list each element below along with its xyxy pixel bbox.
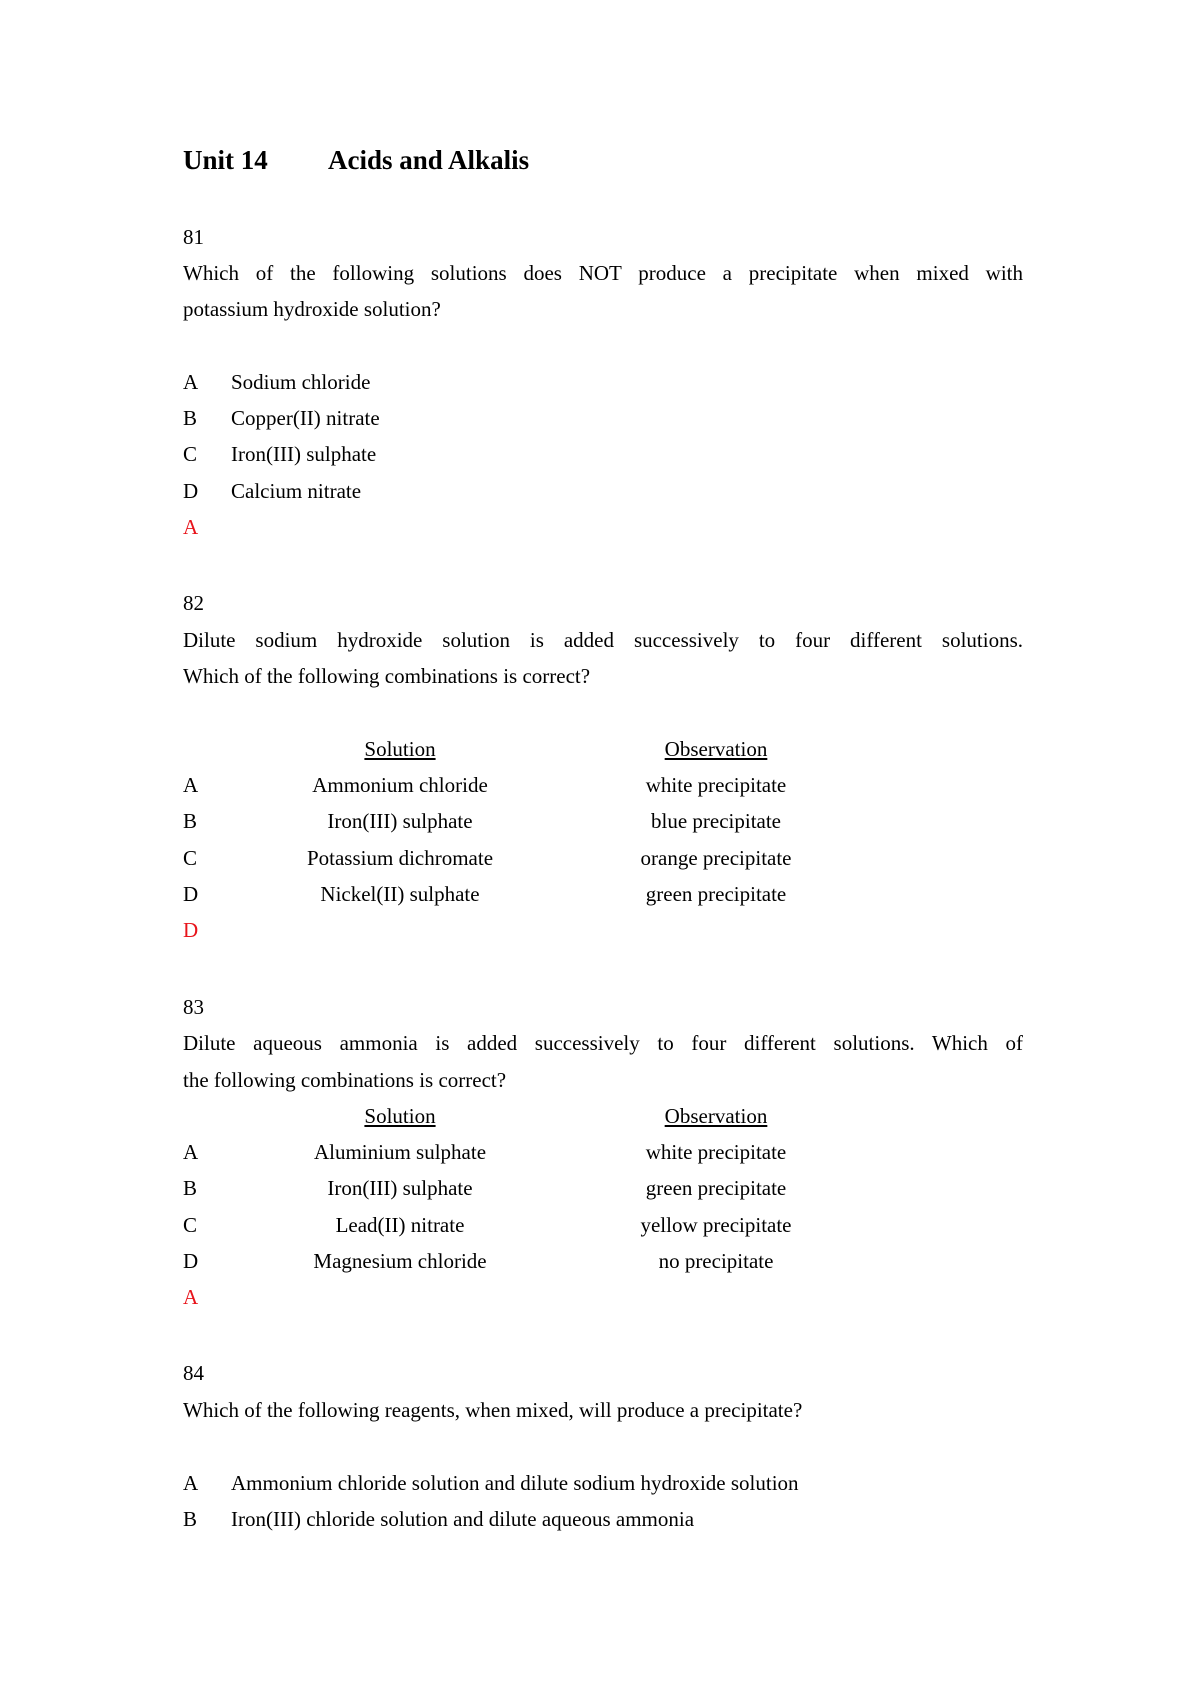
row-letter: C [183, 846, 198, 870]
table-row [183, 1174, 823, 1202]
column-header-solution: Solution [364, 737, 436, 761]
table-row [183, 771, 823, 799]
option-letter: A [183, 370, 199, 394]
q82-table-header [183, 735, 823, 763]
page-title [183, 145, 529, 176]
row-observation: green precipitate [645, 1176, 787, 1200]
option-text: Ammonium chloride solution and dilute sodium hydroxide solution [231, 1471, 799, 1495]
q82-answer: D [183, 918, 199, 942]
q82-number: 82 [183, 591, 204, 615]
q81-option-a [183, 368, 370, 396]
table-row [183, 1138, 823, 1166]
q81-number: 81 [183, 225, 204, 249]
row-observation: blue precipitate [650, 809, 782, 833]
table-row [183, 807, 823, 835]
table-row [183, 880, 823, 908]
row-solution: Potassium dichromate [306, 846, 494, 870]
q83-answer: A [183, 1285, 199, 1309]
option-text: Iron(III) chloride solution and dilute aqueous ammonia [231, 1507, 695, 1531]
column-header-observation: Observation [664, 737, 768, 761]
row-observation: no precipitate [658, 1249, 774, 1273]
row-solution: Aluminium sulphate [313, 1140, 487, 1164]
q81-option-b [183, 404, 380, 432]
row-letter: C [183, 1213, 198, 1237]
q83-number: 83 [183, 995, 204, 1019]
row-observation: orange precipitate [640, 846, 792, 870]
row-letter: B [183, 1176, 198, 1200]
q84-number: 84 [183, 1361, 204, 1385]
row-letter: D [183, 882, 199, 906]
row-solution: Iron(III) sulphate [327, 1176, 473, 1200]
q81-stem-line2: potassium hydroxide solution? [183, 297, 441, 321]
table-row [183, 844, 823, 872]
q82-stem-line1: Dilute sodium hydroxide solution is added successively to four different solutions. [183, 628, 1023, 652]
q84-option-a [183, 1469, 799, 1497]
unit-topic: Acids and Alkalis [328, 145, 530, 175]
row-letter: D [183, 1249, 199, 1273]
table-row [183, 1247, 823, 1275]
row-solution: Nickel(II) sulphate [320, 882, 480, 906]
q81-answer: A [183, 515, 199, 539]
q81-option-c [183, 440, 376, 468]
row-observation: white precipitate [645, 1140, 787, 1164]
unit-number: Unit 14 [183, 145, 268, 175]
q83-stem-line2: the following combinations is correct? [183, 1068, 507, 1092]
q81-stem-line1: Which of the following solutions does NOT produce a precipitate when mixed with [183, 261, 1023, 285]
row-observation: yellow precipitate [640, 1213, 792, 1237]
table-row [183, 1211, 823, 1239]
row-solution: Lead(II) nitrate [335, 1213, 465, 1237]
column-header-solution: Solution [364, 1104, 436, 1128]
q83-stem-line1: Dilute aqueous ammonia is added successively to four different solutions. Which of [183, 1031, 1023, 1055]
option-text: Sodium chloride [231, 370, 371, 394]
option-letter: C [183, 442, 198, 466]
option-text: Copper(II) nitrate [231, 406, 380, 430]
option-letter: B [183, 406, 198, 430]
q83-table-header [183, 1102, 823, 1130]
row-solution: Magnesium chloride [313, 1249, 487, 1273]
q84-stem-line1: Which of the following reagents, when mixed, will produce a precipitate? [183, 1398, 803, 1422]
option-letter: B [183, 1507, 198, 1531]
row-solution: Ammonium chloride [312, 773, 488, 797]
row-letter: A [183, 1140, 199, 1164]
row-solution: Iron(III) sulphate [327, 809, 473, 833]
option-text: Calcium nitrate [231, 479, 362, 503]
q82-stem-line2: Which of the following combinations is correct? [183, 664, 591, 688]
option-letter: A [183, 1471, 199, 1495]
column-header-observation: Observation [664, 1104, 768, 1128]
row-observation: white precipitate [645, 773, 787, 797]
row-letter: B [183, 809, 198, 833]
row-letter: A [183, 773, 199, 797]
row-observation: green precipitate [645, 882, 787, 906]
option-letter: D [183, 479, 199, 503]
q81-option-d [183, 477, 361, 505]
q84-option-b [183, 1505, 694, 1533]
option-text: Iron(III) sulphate [231, 442, 377, 466]
